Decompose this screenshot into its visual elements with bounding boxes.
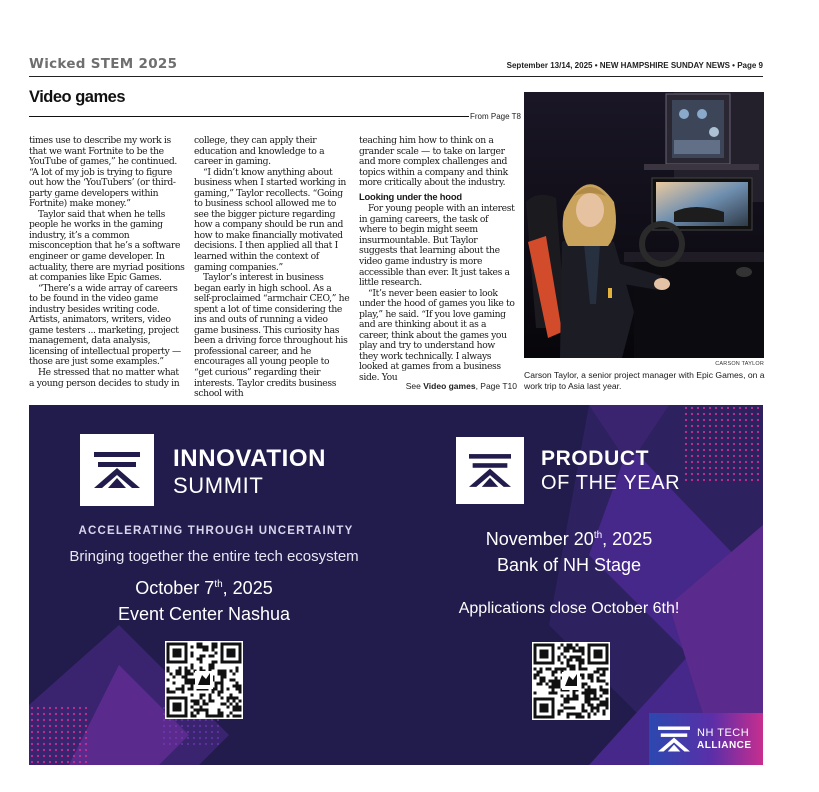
poty-venue: Bank of NH Stage (496, 555, 642, 575)
poty-title-line2: OF THE YEAR (541, 472, 681, 494)
qr-code-icon (532, 642, 610, 720)
photo-illustration (524, 92, 764, 358)
badge-line2: ALLIANCE (697, 740, 752, 751)
alliance-mark-icon (658, 725, 690, 753)
poty-deadline: Applications close October 6th! (458, 600, 680, 617)
poty-date: November 20th, 2025 (485, 529, 653, 549)
alliance-mark-icon (469, 452, 511, 489)
article-column-2 (194, 136, 350, 400)
summit-venue: Event Center Nashua (117, 604, 291, 624)
poty-title-line1: PRODUCT (541, 447, 650, 470)
jump-to-reference[interactable]: See Video games, Page T10 (405, 381, 517, 391)
article-column-1 (29, 136, 185, 389)
paragraph: He stressed that no matter what a young person decides to study in (29, 367, 180, 389)
paragraph: Taylor’s interest in business began early in high school. As a self-proclaimed “armchair CEO,” he spent a lot of time considering the ins and outs of running a video game business. This curiosity has been a driving force throughout his professional career, and he encourages all young people to “get curious” regarding their interests. Taylor credits business school with (194, 272, 350, 400)
article-subhead: Looking under the hood (359, 190, 462, 202)
paragraph: Taylor said that when he tells people he works in the gaming industry, it’s a common misconception that he’s a software engineer or game developer. In actuality, there are myriad positions at companies like Epic Games. (29, 208, 185, 284)
photo-credit: CARSON TAYLOR (715, 361, 764, 367)
paragraph: times use to describe my work is that we want Fortnite to be the YouTube of games,” he continued. “A lot of my job is trying to figure out how the ‘YouTubers’ (or third-party game developers within Fortnite) make money.” (29, 135, 177, 210)
article-photo (524, 92, 764, 358)
jump-to-link[interactable]: Video games (423, 381, 476, 391)
alliance-mark-icon (94, 450, 140, 490)
summit-title-line1: INNOVATION (173, 445, 327, 472)
photo-caption: Carson Taylor, a senior project manager with Epic Games, on a work trip to Asia last year. (524, 370, 765, 391)
paragraph: For young people with an interest in gaming careers, the task of where to begin might seem insurmountable. But Taylor suggests that learning about the video game industry is more accessible than ever. It just takes a little research. (359, 203, 515, 289)
innovation-summit-logo (80, 434, 154, 506)
article-headline: Video games (29, 88, 125, 106)
qr-code-icon (165, 641, 243, 719)
summit-title-line2: SUMMIT (173, 473, 264, 498)
summit-qr-code[interactable] (165, 641, 243, 719)
summit-date: October 7th, 2025 (135, 578, 273, 598)
poty-qr-code[interactable] (532, 642, 610, 720)
summit-subtitle: Bringing together the entire tech ecosystem (69, 548, 359, 565)
headline-divider (29, 116, 469, 117)
paragraph: “There’s a wide array of careers to be found in the video game industry besides writing code. Artists, animators, writers, video game testers ... marketing, project management, data analysis, licensing of intellectual property — those are just some examples.” (29, 282, 181, 368)
badge-line1: NH TECH (697, 727, 750, 739)
section-title: Wicked STEM 2025 (29, 56, 178, 72)
summit-tagline: ACCELERATING THROUGH UNCERTAINTY (78, 525, 354, 537)
product-of-year-logo (456, 437, 524, 504)
nh-tech-alliance-badge[interactable] (649, 713, 763, 765)
paragraph: teaching him how to think on a grander scale — to take on larger and more complex challenges and topics within a company and think more critically about the industry. (359, 135, 508, 189)
page-folio: September 13/14, 2025 • NEW HAMPSHIRE SUNDAY NEWS • Page 9 (506, 61, 763, 70)
paragraph: college, they can apply their education and knowledge to a career in gaming. (194, 135, 325, 168)
jump-from-label: From Page T8 (470, 112, 521, 121)
header-divider (29, 76, 763, 77)
paragraph: “I didn’t know anything about business when I started working in gaming,” Taylor recollects. “Going to business school allowed me to see the bigger picture regarding how a company should be run and how to make financially motivated decisions. I then applied all that I learned within the context of gaming companies.” (194, 166, 346, 273)
paragraph: “It’s never been easier to look under the hood of games you like to play,” he said. “If you love gaming and are thinking about it as a career, think about the games you play and try to understand how they work technically. I always looked at games from a business side. You (359, 287, 515, 384)
advertisement-banner[interactable] (29, 405, 763, 765)
article-column-3 (359, 136, 515, 384)
